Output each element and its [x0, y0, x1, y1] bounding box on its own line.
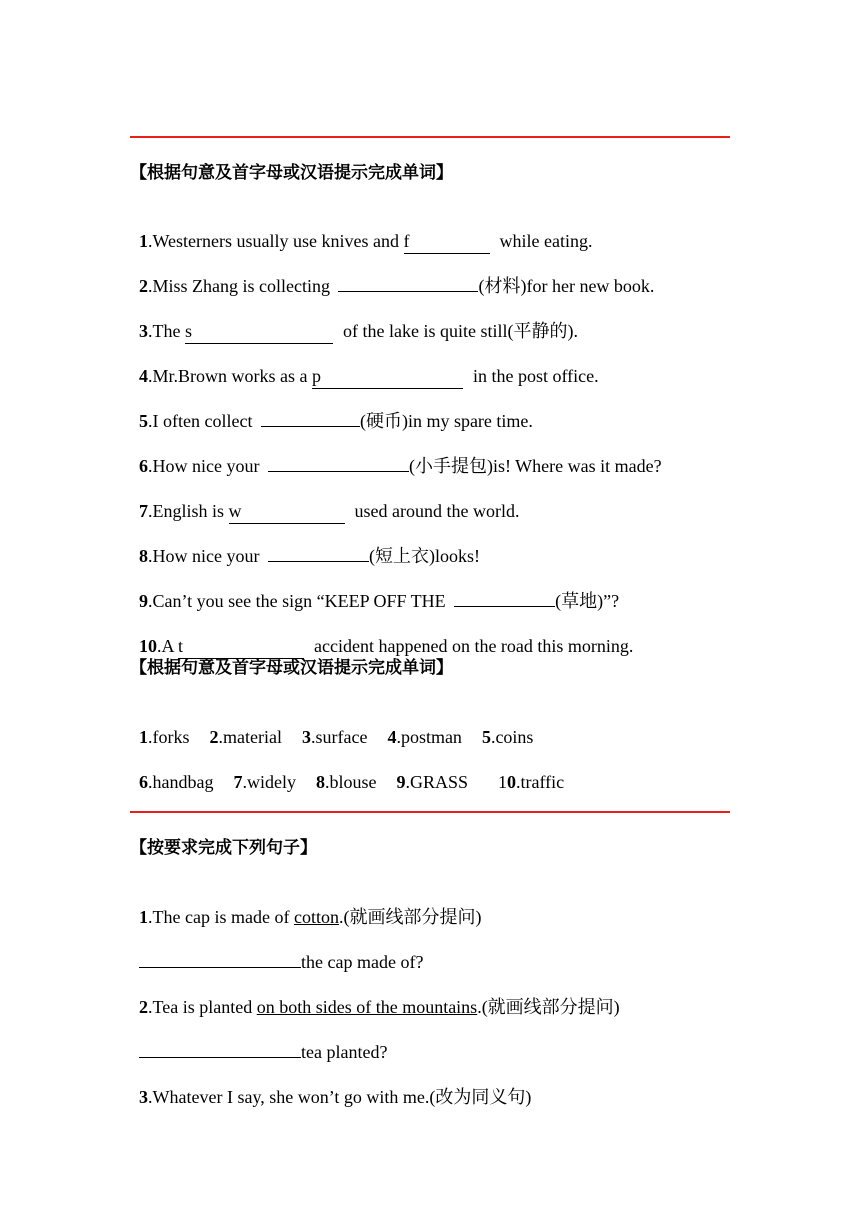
answer-row-2 [130, 746, 564, 794]
exercise-item-5 [130, 385, 533, 433]
answer-key-heading: 【根据句意及首字母或汉语提示完成单词】 [130, 658, 453, 678]
item-number: 7 [139, 501, 148, 521]
item-number: 10 [139, 636, 157, 656]
item-number: 5 [139, 411, 148, 431]
item-number: 8 [139, 546, 148, 566]
underlined-phrase: cotton [293, 907, 339, 927]
item-number: 9 [139, 591, 148, 611]
answer-item: 2.material [209, 727, 282, 747]
item-text: .How nice your [148, 456, 264, 476]
item-number: 3 [139, 1087, 148, 1107]
item-text: the cap made of? [301, 952, 424, 972]
exercise-item-9 [130, 565, 619, 613]
answer-blank[interactable]: w [229, 499, 345, 524]
item-text: .Tea is planted [148, 997, 257, 1017]
item-text: (草地)”? [555, 591, 620, 611]
top-divider [130, 136, 730, 138]
item-text: (硬币)in my spare time. [359, 411, 533, 431]
item-text: .English is [148, 501, 229, 521]
item-text: while eating. [499, 231, 593, 251]
exercise-item-10 [130, 610, 633, 659]
answer-item: 1.forks [139, 727, 190, 747]
answer-blank[interactable] [268, 454, 409, 472]
answer-blank[interactable]: p [312, 364, 463, 389]
item-number: 1 [139, 907, 148, 927]
item-text: .Miss Zhang is collecting [148, 276, 335, 296]
answer-item: 3.surface [301, 727, 368, 747]
item-text: .(就画线部分提问) [477, 997, 620, 1017]
item-text: .The cap is made of [148, 907, 294, 927]
item-text: .The [148, 321, 185, 341]
answer-line-1 [130, 926, 423, 974]
item-text: (材料)for her new book. [478, 276, 655, 296]
answer-blank[interactable] [139, 950, 301, 968]
item-text: .A [157, 636, 179, 656]
answer-blank[interactable] [261, 409, 360, 427]
answer-blank[interactable] [338, 274, 478, 292]
item-number: 6 [139, 456, 148, 476]
sentence-item-1 [130, 881, 481, 929]
item-number: 3 [139, 321, 148, 341]
exercise-item-1 [130, 205, 592, 254]
answer-item: 10.traffic [498, 772, 565, 792]
exercise-item-7 [130, 475, 519, 524]
exercise-item-3 [130, 295, 578, 344]
answer-row-1 [130, 701, 533, 749]
answer-line-2 [130, 1016, 387, 1064]
item-text: tea planted? [301, 1042, 388, 1062]
item-text: accident happened on the road this morning. [314, 636, 634, 656]
answer-item: 8.blouse [315, 772, 377, 792]
answer-blank[interactable]: t [178, 634, 304, 659]
item-number: 2 [139, 276, 148, 296]
item-text: .Can’t you see the sign “KEEP OFF THE [148, 591, 451, 611]
item-text: .(就画线部分提问) [338, 907, 482, 927]
answer-blank[interactable] [268, 544, 369, 562]
answer-item: 5.coins [481, 727, 534, 747]
item-text: .Westerners usually use knives and [148, 231, 404, 251]
underlined-phrase: on both sides of the mountains [256, 997, 478, 1017]
item-text: .I often collect [148, 411, 257, 431]
item-number: 1 [139, 231, 148, 251]
item-text: used around the world. [354, 501, 520, 521]
answer-blank[interactable]: f [404, 229, 490, 254]
exercise-item-6 [130, 430, 662, 478]
item-number: 2 [139, 997, 148, 1017]
item-text: (短上衣)looks! [368, 546, 480, 566]
item-text: .Whatever I say, she won’t go with me.(改为同义句) [148, 1087, 532, 1107]
item-text: (小手提包)is! Where was it made? [408, 456, 662, 476]
section-divider [130, 811, 730, 813]
exercise-item-2 [130, 250, 654, 298]
item-number: 4 [139, 366, 148, 386]
section-heading: 【按要求完成下列句子】 [130, 838, 317, 858]
answer-item: 7.widely [233, 772, 296, 792]
answer-item: 4.postman [387, 727, 462, 747]
item-text: .How nice your [148, 546, 264, 566]
sentence-item-3 [130, 1061, 531, 1109]
item-text: of the lake is quite still(平静的). [342, 321, 578, 341]
exercise-item-4 [130, 340, 599, 389]
sentence-item-2 [130, 971, 620, 1019]
answer-blank[interactable] [454, 589, 555, 607]
answer-item: 6.handbag [139, 772, 214, 792]
answer-blank[interactable] [139, 1040, 301, 1058]
item-text: in the post office. [473, 366, 599, 386]
item-text: .Mr.Brown works as a [148, 366, 312, 386]
answer-item: 9.GRASS [396, 772, 469, 792]
answer-blank[interactable]: s [185, 319, 333, 344]
section-heading: 【根据句意及首字母或汉语提示完成单词】 [130, 163, 453, 183]
exercise-item-8 [130, 520, 480, 568]
